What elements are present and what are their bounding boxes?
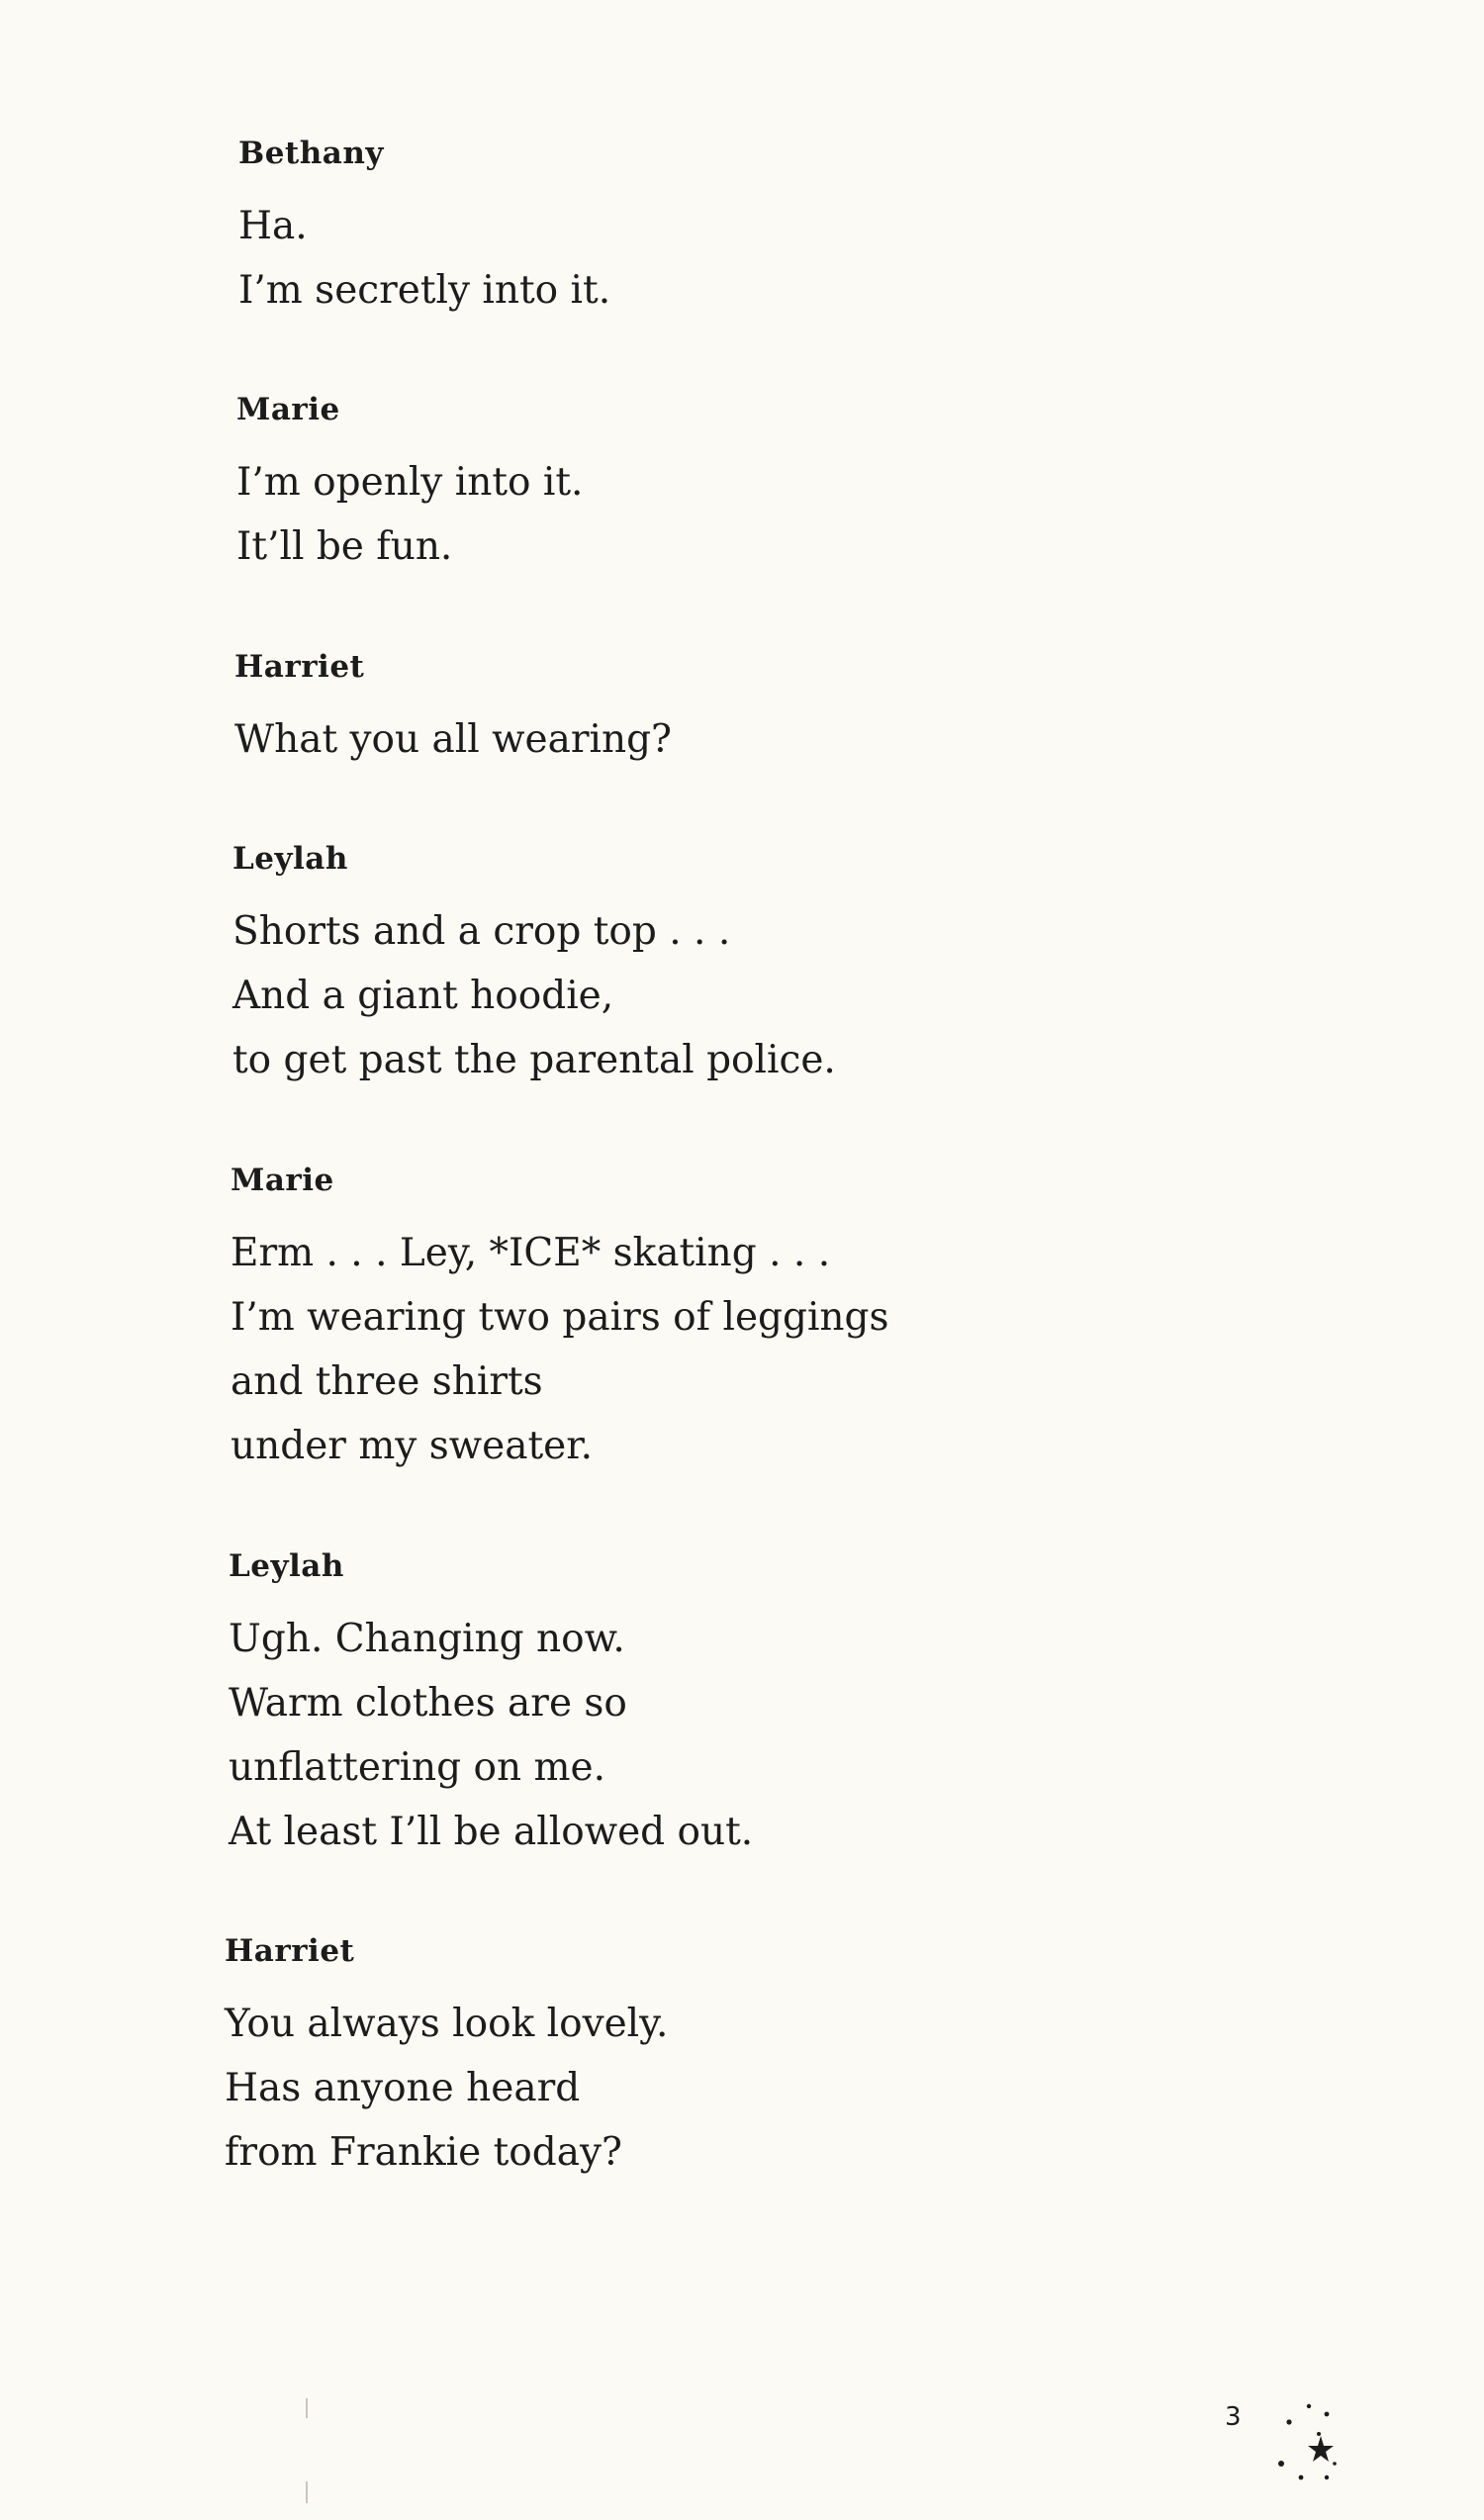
dialogue-line: I’m secretly into it. xyxy=(238,268,611,313)
speaker-name: Leylah xyxy=(229,1548,344,1584)
dialogue-line: At least I’ll be allowed out. xyxy=(229,1810,754,1854)
dialogue-line: You always look lovely. xyxy=(225,2002,669,2046)
dialogue-line: What you all wearing? xyxy=(234,717,672,762)
dialogue-line: Ha. xyxy=(238,204,308,248)
dialogue-block-leylah xyxy=(232,838,1321,1092)
speaker-name: Marie xyxy=(236,392,340,427)
dialogue-line: Has anyone heard xyxy=(225,2066,581,2110)
dialogue-line: under my sweater. xyxy=(231,1424,593,1468)
speaker-name: Marie xyxy=(231,1163,334,1198)
dialogue-line: I’m wearing two pairs of leggings xyxy=(231,1295,889,1340)
dialogue-line: unflattering on me. xyxy=(229,1745,605,1790)
dialogue-line: I’m openly into it. xyxy=(236,460,584,505)
speaker-name: Harriet xyxy=(234,649,365,685)
dialogue-block-harriet xyxy=(234,646,1323,772)
dialogue-line: Erm . . . Ley, *ICE* skating . . . xyxy=(231,1231,831,1275)
dialogue-block-harriet xyxy=(225,1930,1313,2185)
dialogue-block-bethany xyxy=(238,133,1327,323)
page-number: 3 xyxy=(1225,2402,1242,2432)
speaker-name: Harriet xyxy=(225,1933,355,1969)
star-cluster-icon xyxy=(1261,2394,1350,2503)
gutter-mark xyxy=(306,2481,308,2503)
dialogue-line: Warm clothes are so xyxy=(229,1681,627,1726)
dialogue-line: And a giant hoodie, xyxy=(232,974,614,1018)
dialogue-line: Shorts and a crop top . . . xyxy=(232,909,731,954)
gutter-mark xyxy=(306,2398,308,2418)
dialogue-line: to get past the parental police. xyxy=(232,1038,836,1082)
dialogue-line: from Frankie today? xyxy=(225,2130,622,2175)
dialogue-line: Ugh. Changing now. xyxy=(229,1617,625,1661)
dialogue-block-marie xyxy=(231,1160,1319,1478)
dialogue-line: and three shirts xyxy=(231,1359,543,1404)
dialogue-line: It’ll be fun. xyxy=(236,524,453,569)
dialogue-block-marie xyxy=(236,389,1325,579)
speaker-name: Bethany xyxy=(238,136,384,171)
speaker-name: Leylah xyxy=(232,841,348,877)
dialogue-block-leylah xyxy=(229,1545,1317,1864)
